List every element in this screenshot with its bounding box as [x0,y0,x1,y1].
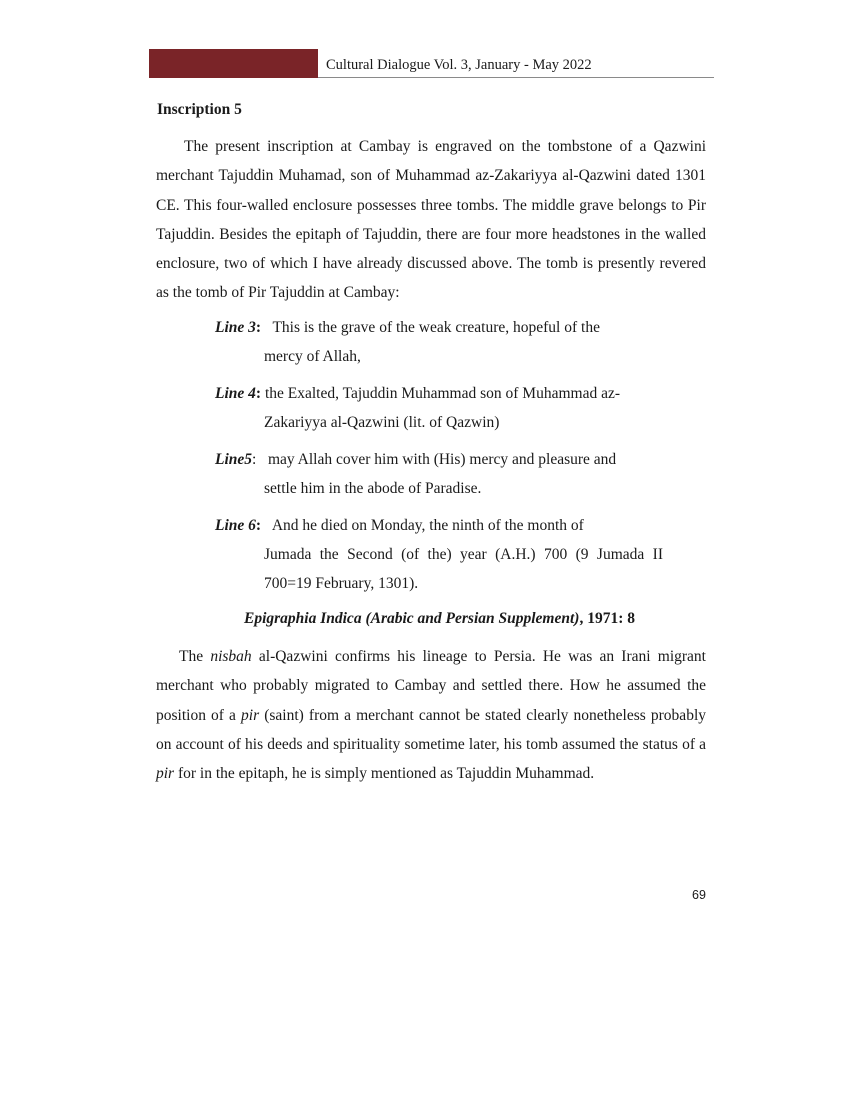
line-separator: : [255,385,262,402]
header-color-bar [149,49,318,78]
line-separator: : [255,319,262,336]
line-text: the Exalted, Tajuddin Muhammad son of Muhammad az- [264,385,620,402]
line-separator: : [252,451,257,468]
inscription-line-6 [215,511,663,598]
inscription-line-5 [215,445,663,503]
line-text: This is the grave of the weak creature, hopeful of the [272,319,600,336]
header-rule [318,77,714,78]
term-nisbah: nisbah [210,648,252,665]
inscription-line-4 [215,379,663,437]
page-number: 69 [692,888,706,902]
body-paragraph [156,642,706,788]
body-text: (saint) from a merchant cannot be stated clearly nonetheless probably on account of his deeds and spirituality sometime later, his tomb assumed the status of a [156,706,706,753]
intro-paragraph: The present inscription at Cambay is engraved on the tombstone of a Qazwini merchant Tajuddin Muhamad, son of Muhammad az-Zakariyya al-Qazwini dated 1301 CE. This four-walled enclosure possesses three tombs. The middle grave belongs to Pir Tajuddin. Besides the epitaph of Tajuddin, there are four more headstones in the walled enclosure, two of which I have already discussed above. The tomb is presently revered as the tomb of Pir Tajuddin at Cambay: [156,138,706,302]
term-pir: pir [241,706,260,724]
line-label: Line 6 [215,517,256,534]
line-continuation: Jumada the Second (of the) year (A.H.) 700 (9 Jumada II 700=19 February, 1301). [264,546,663,592]
body-text: al-Qazwini confirms his lineage to Persia. He was an Irani migrant merchant who probably migrated to Cambay and settled there. How he assumed the position of a [156,648,706,724]
journal-header: Cultural Dialogue Vol. 3, January - May 2022 [326,57,592,73]
line-continuation: Zakariyya al-Qazwini (lit. of Qazwin) [264,414,500,431]
inscription-line-3 [215,313,663,371]
line-label: Line5 [215,451,253,468]
body-text: for in the epitaph, he is simply mentioned as Tajuddin Muhammad. [174,765,595,783]
source-suffix: , 1971: 8 [579,610,635,627]
line-text: may Allah cover him with (His) mercy and pleasure and [267,451,617,468]
source-title: Epigraphia Indica (Arabic and Persian Supplement) [244,610,580,627]
section-heading: Inscription 5 [157,101,242,118]
line-text: And he died on Monday, the ninth of the month of [271,517,584,534]
line-continuation: settle him in the abode of Paradise. [264,480,482,497]
body-text: The [179,648,211,665]
line-label: Line 4 [215,385,256,402]
source-citation [244,607,635,631]
line-label: Line 3 [215,319,256,336]
line-continuation: mercy of Allah, [264,348,361,365]
term-pir: pir [156,765,175,783]
line-separator: : [255,517,262,534]
